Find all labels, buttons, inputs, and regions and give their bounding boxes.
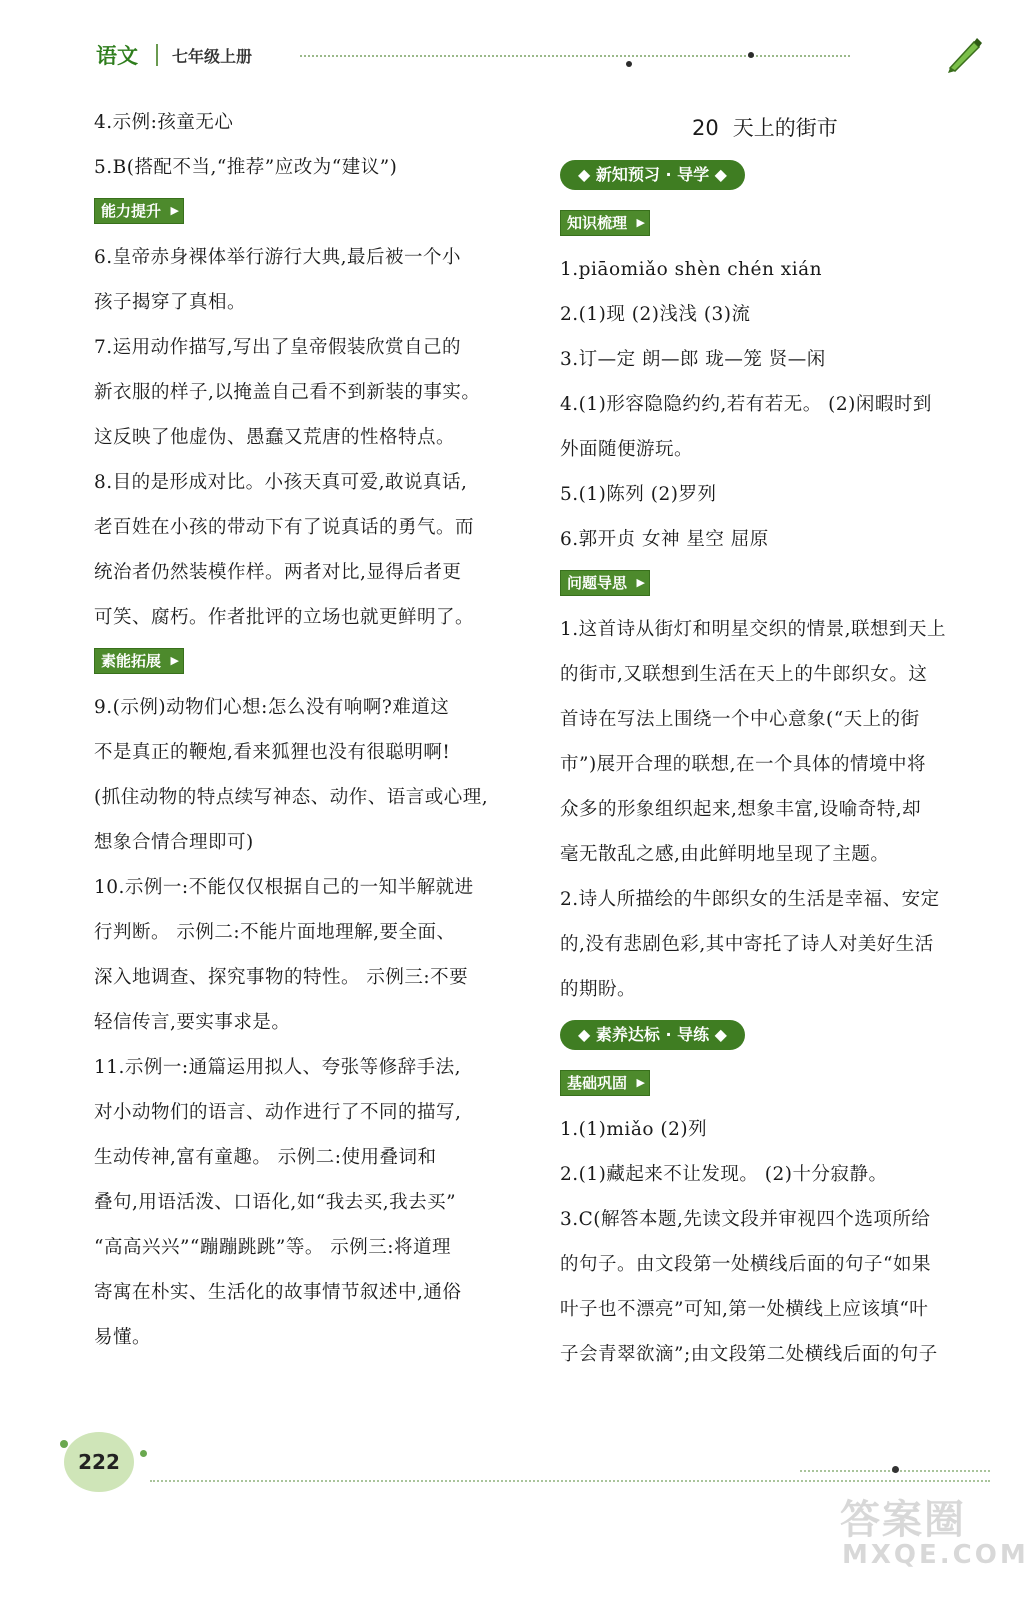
watermark-logo: [840, 1488, 1029, 1588]
answer-line: 2.诗人所描绘的牛郎织女的生活是幸福、安定: [560, 889, 940, 910]
page-header: [96, 36, 986, 72]
answer-line: 不是真正的鞭炮,看来狐狸也没有很聪明啊!: [94, 742, 451, 763]
answer-line: 子会青翠欲滴”;由文段第二处横线后面的句子: [560, 1344, 938, 1365]
answer-line: 4.(1)形容隐隐约约,若有若无。 (2)闲暇时到: [560, 394, 932, 415]
answer-line: 6.郭开贞 女神 星空 屈原: [560, 529, 769, 550]
answer-line: 老百姓在小孩的带动下有了说真话的勇气。而: [94, 517, 475, 538]
answer-line: 首诗在写法上围绕一个中心意象(“天上的街: [560, 709, 920, 730]
header-separator: [156, 44, 158, 66]
answer-line: 3.C(解答本题,先读文段并审视四个选项所给: [560, 1209, 931, 1230]
answer-line: 的期盼。: [560, 979, 637, 1000]
answer-line: (抓住动物的特点续写神态、动作、语言或心理,: [94, 787, 489, 808]
answer-line: 5.B(搭配不当,“推荐”应改为“建议”): [94, 157, 398, 178]
answer-line: 叠句,用语活泼、口语化,如“我去买,我去买”: [94, 1192, 457, 1213]
section-tag-questions: 问题导思 ▶: [560, 570, 650, 596]
answer-line: 3.订—定 朗—郎 珑—笼 贤—闲: [560, 349, 826, 370]
answer-line: 想象合情合理即可): [94, 832, 254, 853]
answer-line: 新衣服的样子,以掩盖自己看不到新装的事实。: [94, 382, 481, 403]
answer-line: 11.示例一:通篇运用拟人、夸张等修辞手法,: [94, 1057, 462, 1078]
answer-line: 寄寓在朴实、生活化的故事情节叙述中,通俗: [94, 1282, 462, 1303]
answer-line: 毫无散乱之感,由此鲜明地呈现了主题。: [560, 844, 890, 865]
answer-line: 易懂。: [94, 1327, 152, 1348]
lesson-title: [560, 100, 990, 152]
answer-line: 1.(1)miǎo (2)列: [560, 1119, 708, 1140]
answer-line: 市”)展开合理的联想,在一个具体的情境中将: [560, 754, 927, 775]
answer-line: 6.皇帝赤身裸体举行游行大典,最后被一个小: [94, 247, 462, 268]
answer-line: 统治者仍然装模作样。两者对比,显得后者更: [94, 562, 462, 583]
answer-line: 9.(示例)动物们心想:怎么没有响啊?难道这: [94, 697, 450, 718]
footer-dotted-rule: [150, 1480, 990, 1482]
answer-line: 深入地调查、探究事物的特性。 示例三:不要: [94, 967, 469, 988]
page-number-badge: [64, 1432, 134, 1492]
lesson-title-text: 天上的街市: [732, 116, 838, 140]
section-tag-basics: 基础巩固 ▶: [560, 1070, 650, 1096]
answer-line: 5.(1)陈列 (2)罗列: [560, 484, 717, 505]
answer-line: 众多的形象组织起来,想象丰富,设喻奇特,却: [560, 799, 922, 820]
answer-line: 可笑、腐朽。作者批评的立场也就更鲜明了。: [94, 607, 475, 628]
section-tag-ability: 能力提升 ▶: [94, 198, 184, 224]
watermark-text: 答案圈: [840, 1497, 966, 1543]
answer-line: 8.目的是形成对比。小孩天真可爱,敢说真话,: [94, 472, 468, 493]
left-column: [94, 100, 524, 1360]
section-tag-extension: 素能拓展 ▶: [94, 648, 184, 674]
answer-line: 的街市,又联想到生活在天上的牛郎织女。这: [560, 664, 928, 685]
watermark-url: MXQE.COM: [842, 1540, 1029, 1570]
lesson-number: 20: [692, 116, 719, 140]
answer-line: 的句子。由文段第一处横线后面的句子“如果: [560, 1254, 931, 1275]
footer-dot: [140, 1450, 147, 1457]
answer-line: 行判断。 示例二:不能片面地理解,要全面、: [94, 922, 456, 943]
section-banner-preview: ◆ 新知预习 · 导学 ◆: [560, 160, 745, 190]
pen-icon: [944, 34, 984, 74]
answer-line: 外面随便游玩。: [560, 439, 694, 460]
answer-line: 10.示例一:不能仅仅根据自己的一知半解就进: [94, 877, 474, 898]
footer-dot: [892, 1466, 899, 1473]
answer-line: 1.piāomiǎo shèn chén xián: [560, 259, 823, 280]
answer-line: 对小动物们的语言、动作进行了不同的描写,: [94, 1102, 462, 1123]
header-dot: [626, 61, 632, 67]
section-tag-knowledge: 知识梳理 ▶: [560, 210, 650, 236]
answer-line: 生动传神,富有童趣。 示例二:使用叠词和: [94, 1147, 437, 1168]
answer-line: 这反映了他虚伪、愚蠢又荒唐的性格特点。: [94, 427, 456, 448]
answer-line: 2.(1)藏起来不让发现。 (2)十分寂静。: [560, 1164, 888, 1185]
right-column: [560, 100, 990, 1377]
answer-line: 7.运用动作描写,写出了皇帝假装欣赏自己的: [94, 337, 462, 358]
header-dot: [748, 52, 754, 58]
page-number: 222: [78, 1450, 120, 1474]
grade-label: 七年级上册: [172, 47, 253, 66]
answer-line: 1.这首诗从街灯和明星交织的情景,联想到天上: [560, 619, 947, 640]
answer-line: 轻信传言,要实事求是。: [94, 1012, 291, 1033]
answer-line: 孩子揭穿了真相。: [94, 292, 247, 313]
answer-line: 的,没有悲剧色彩,其中寄托了诗人对美好生活: [560, 934, 934, 955]
subject-label: 语文: [96, 44, 138, 68]
answer-line: 4.示例:孩童无心: [94, 112, 234, 133]
section-banner-practice: ◆ 素养达标 · 导练 ◆: [560, 1020, 745, 1050]
answer-line: 叶子也不漂亮”可知,第一处横线上应该填“叶: [560, 1299, 929, 1320]
header-dotted-rule: [300, 55, 850, 57]
answer-line: 2.(1)现 (2)浅浅 (3)流: [560, 304, 751, 325]
answer-line: “高高兴兴”“蹦蹦跳跳”等。 示例三:将道理: [94, 1237, 451, 1258]
